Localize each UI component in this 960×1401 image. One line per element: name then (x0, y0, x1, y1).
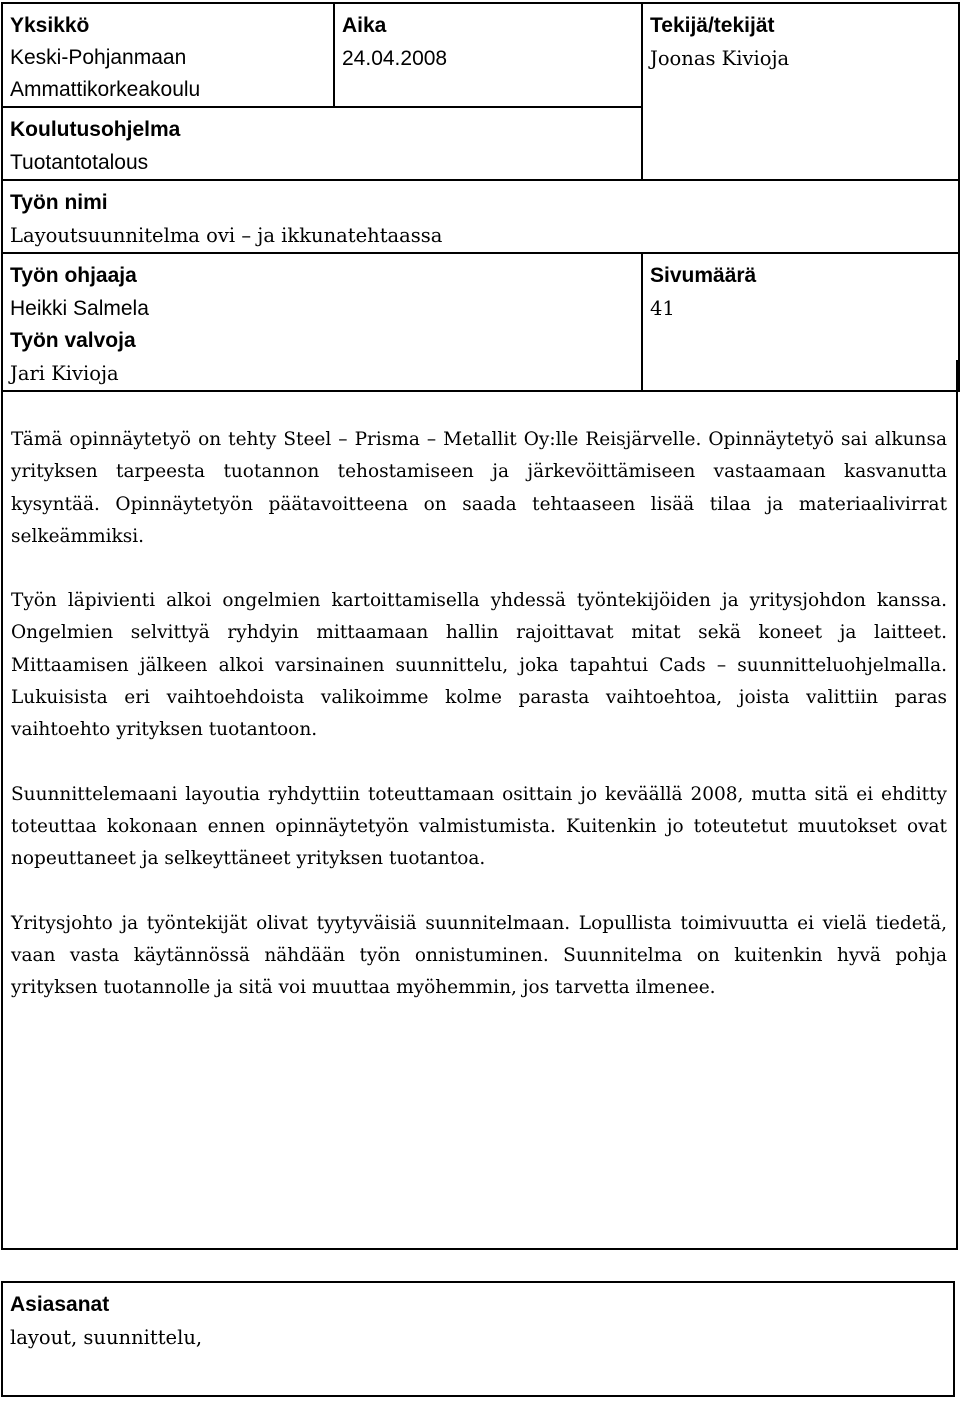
author-label: Tekijä/tekijät (650, 14, 775, 37)
author-cell (642, 3, 959, 180)
supervisor-label: Työn ohjaaja (10, 264, 137, 287)
author-value: Joonas Kivioja (650, 46, 790, 70)
program-value: Tuotantotalous (10, 150, 149, 174)
abstract-paragraph: Yritysjohto ja työntekijät olivat tyytyväisiä suunnitelmaan. Lopullista toimivuutta ei vielä tiedetä, vaan vasta käytännössä nähdään työn onnistuminen. Suunnitelma on kuitenkin hyvä pohja yrityksen tuotannolle ja sitä voi muuttaa myöhemmin, jos tarvetta ilmenee. (11, 912, 947, 999)
unit-label: Yksikkö (10, 14, 90, 37)
keywords-value: layout, suunnittelu, (10, 1325, 203, 1349)
controller-value: Jari Kivioja (10, 361, 119, 385)
pages-label: Sivumäärä (650, 264, 757, 287)
time-cell (334, 3, 642, 107)
abstract-paragraph: Työn läpivienti alkoi ongelmien kartoittamisella yhdessä työntekijöiden ja yritysjohdon kanssa. Ongelmien selvittyä ryhdyin mittaamaan hallin rajoittavat mitat sekä koneet ja laitteet. Mittaamisen jälkeen alkoi varsinainen suunnittelu, joka tapahtui Cads – suunnitteluohjelmalla. Lukuisista eri vaihtoehdoista valikoimme kolme parasta vaihtoehtoa, joista valittiin paras vaihtoehto yrityksen tuotantoon. (11, 590, 947, 741)
program-cell (2, 107, 642, 180)
time-value: 24.04.2008 (342, 46, 448, 70)
title-label: Työn nimi (10, 191, 108, 214)
abstract-paragraph: Suunnittelemaani layoutia ryhdyttiin toteuttamaan osittain jo keväällä 2008, mutta sitä ei ehditty toteuttaa kokonaan ennen opinnäytetyön valmistumista. Kuitenkin jo toteutetut muutokset ovat nopeuttaneet ja selkeyttäneet yrityksen tuotantoa. (11, 783, 947, 870)
unit-value: Keski-Pohjanmaan Ammattikorkeakoulu (10, 46, 201, 101)
metadata-table (1, 2, 960, 392)
unit-cell (2, 3, 334, 107)
abstract-box (1, 360, 958, 1250)
keywords-box (1, 1281, 955, 1397)
keywords-label: Asiasanat (10, 1293, 110, 1316)
pages-value: 41 (650, 296, 675, 320)
controller-label: Työn valvoja (10, 329, 136, 352)
abstract-paragraph: Tämä opinnäytetyö on tehty Steel – Prisma – Metallit Oy:lle Reisjärvelle. Opinnäytetyö sai alkunsa yrityksen tarpeesta tuotannon tehostamiseen ja järkevöittämiseen vastaamaan kasvanutta kysyntää. Opinnäytetyön päätavoitteena on saada tehtaaseen lisää tilaa ja materiaalivirrat selkeämmiksi. (11, 429, 947, 547)
abstract-text (11, 424, 947, 1036)
supervisor-value: Heikki Salmela (10, 296, 149, 320)
title-value: Layoutsuunnitelma ovi – ja ikkunatehtaassa (10, 223, 443, 247)
program-label: Koulutusohjelma (10, 118, 181, 141)
title-cell (2, 180, 959, 253)
time-label: Aika (342, 14, 387, 37)
